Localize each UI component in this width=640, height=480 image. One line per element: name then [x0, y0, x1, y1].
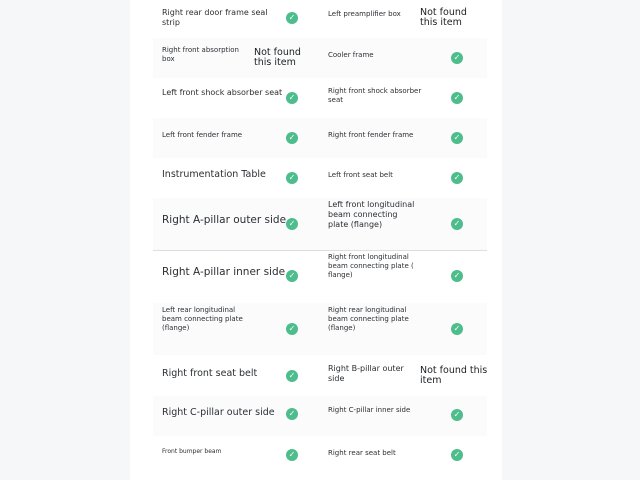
item-cell[interactable]	[153, 38, 318, 78]
item-cell[interactable]	[319, 396, 487, 436]
table-row	[153, 38, 487, 78]
item-label: Left front shock absorber seat	[162, 88, 283, 97]
check-circle-icon: ✓	[286, 323, 298, 335]
check-circle-icon: ✓	[286, 12, 298, 24]
table-row	[153, 251, 487, 303]
check-circle-icon: ✓	[451, 323, 463, 335]
item-cell[interactable]	[319, 0, 487, 38]
item-label: Right front fender frame	[328, 131, 414, 139]
item-cell[interactable]	[153, 303, 318, 355]
item-cell[interactable]	[153, 0, 318, 38]
item-cell[interactable]	[319, 355, 487, 396]
item-label: Right B-pillar outer side	[328, 364, 404, 384]
check-circle-icon: ✓	[286, 408, 298, 420]
item-cell[interactable]	[153, 158, 318, 198]
not-found-text: Not found this item	[420, 365, 488, 387]
table-row	[153, 436, 487, 480]
item-label: Right front longitudinal beam connecting plate ( flange)	[328, 253, 414, 279]
item-cell[interactable]	[319, 251, 487, 303]
inspection-card	[130, 0, 502, 480]
check-circle-icon: ✓	[286, 172, 298, 184]
check-circle-icon: ✓	[451, 52, 463, 64]
item-cell[interactable]	[319, 78, 487, 118]
item-cell[interactable]	[319, 118, 487, 158]
item-cell[interactable]	[153, 396, 318, 436]
item-label: Left front fender frame	[162, 131, 243, 139]
item-cell[interactable]	[153, 198, 318, 250]
check-circle-icon: ✓	[451, 132, 463, 144]
table-row	[153, 355, 487, 396]
item-label: Right A-pillar inner side	[162, 266, 286, 278]
item-cell[interactable]	[319, 38, 487, 78]
item-label: Cooler frame	[328, 51, 374, 59]
item-label: Left front seat belt	[328, 171, 393, 179]
item-label: Right rear longitudinal beam connecting plate (flange)	[328, 306, 409, 332]
item-cell[interactable]	[319, 198, 487, 250]
table-row	[153, 78, 487, 118]
check-circle-icon: ✓	[286, 270, 298, 282]
item-label: Right rear seat belt	[328, 449, 396, 457]
check-circle-icon: ✓	[451, 409, 463, 421]
table-row	[153, 198, 487, 251]
item-label: Left rear longitudinal beam connecting plate (flange)	[162, 306, 243, 332]
item-cell[interactable]	[319, 158, 487, 198]
check-circle-icon: ✓	[451, 92, 463, 104]
check-circle-icon: ✓	[451, 218, 463, 230]
item-label: Right C-pillar outer side	[162, 407, 275, 418]
table-row	[153, 396, 487, 436]
item-label: Right C-pillar inner side	[328, 406, 411, 414]
item-cell[interactable]	[153, 118, 318, 158]
check-circle-icon: ✓	[451, 449, 463, 461]
check-circle-icon: ✓	[286, 132, 298, 144]
check-circle-icon: ✓	[286, 218, 298, 230]
item-cell[interactable]	[319, 436, 487, 480]
not-found-text: Not found this item	[420, 7, 467, 29]
table-row	[153, 0, 487, 38]
table-row	[153, 303, 487, 355]
check-circle-icon: ✓	[286, 370, 298, 382]
item-label: Right A-pillar outer side	[162, 214, 287, 226]
check-circle-icon: ✓	[286, 92, 298, 104]
check-circle-icon: ✓	[286, 449, 298, 461]
table-row	[153, 118, 487, 158]
item-cell[interactable]	[153, 251, 318, 303]
item-label: Instrumentation Table	[162, 169, 266, 180]
not-found-text: Not found this item	[254, 47, 301, 69]
item-label: Left preamplifier box	[328, 10, 401, 18]
item-cell[interactable]	[153, 436, 318, 480]
item-cell[interactable]	[153, 355, 318, 396]
item-cell[interactable]	[153, 78, 318, 118]
item-label: Right front absorption box	[162, 46, 239, 63]
check-circle-icon: ✓	[451, 172, 463, 184]
item-label: Right front seat belt	[162, 368, 258, 379]
item-label: Left front longitudinal beam connecting plate (flange)	[328, 200, 415, 230]
item-label: Right front shock absorber seat	[328, 87, 422, 104]
table-row	[153, 158, 487, 198]
item-label: Front bumper beam	[162, 448, 222, 455]
item-cell[interactable]	[319, 303, 487, 355]
item-label: Right rear door frame seal strip	[162, 8, 268, 28]
check-circle-icon: ✓	[451, 270, 463, 282]
